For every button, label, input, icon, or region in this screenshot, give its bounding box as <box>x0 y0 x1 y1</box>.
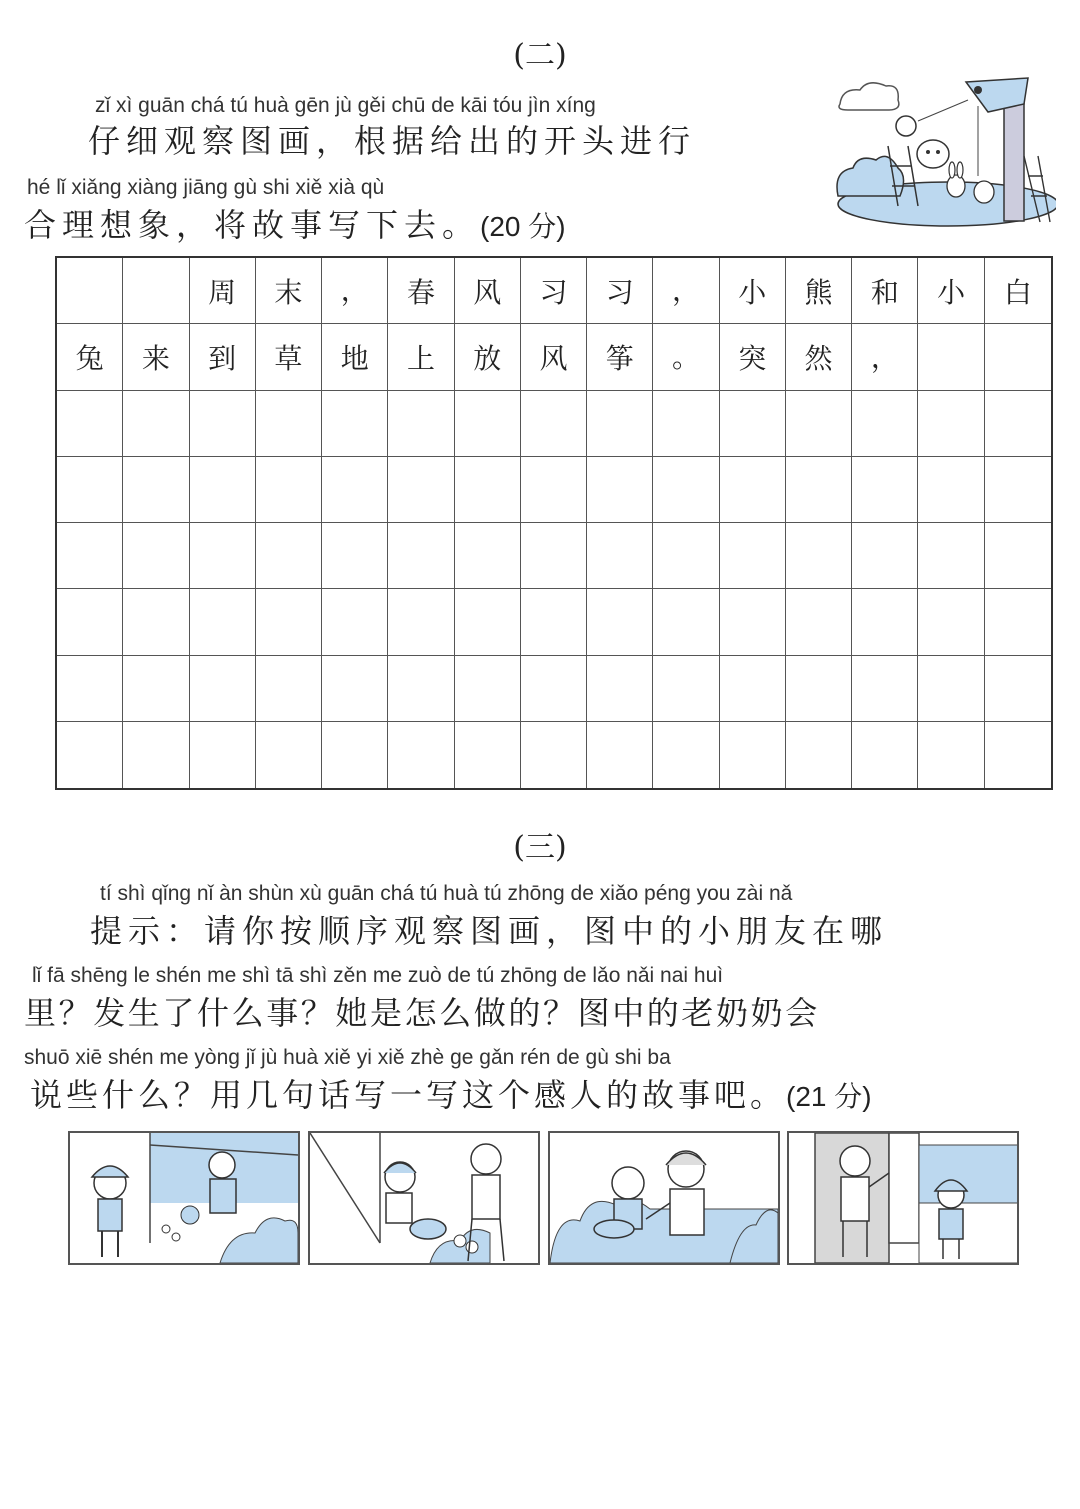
grid-cell[interactable] <box>521 722 587 788</box>
story-panel-4 <box>787 1131 1019 1265</box>
grid-cell[interactable] <box>852 722 918 788</box>
grid-cell[interactable]: 周 <box>190 258 256 324</box>
grid-cell[interactable] <box>322 589 388 655</box>
kite-illustration <box>828 76 1056 228</box>
grid-cell[interactable]: 草 <box>256 324 322 390</box>
grid-cell[interactable] <box>388 656 454 722</box>
grid-cell[interactable] <box>720 656 786 722</box>
grid-cell[interactable] <box>256 457 322 523</box>
grid-cell[interactable] <box>918 324 984 390</box>
grid-cell[interactable]: 放 <box>455 324 521 390</box>
grid-cell[interactable] <box>852 656 918 722</box>
section-3-score: (21 分) <box>786 1081 872 1112</box>
grid-cell[interactable]: 小 <box>918 258 984 324</box>
grid-cell[interactable] <box>985 589 1051 655</box>
grid-cell[interactable]: 地 <box>322 324 388 390</box>
section-3-line2-text: 里？发生了什么事？她是怎么做的？图中的老奶奶会 <box>24 994 820 1032</box>
section-3-line2-pinyin: lǐ fā shēng le shén me shì tā shì zěn me zuò de tú zhōng de lǎo nǎi nai huì <box>32 964 724 987</box>
section-2-line2-words: 合理想象，将故事写下去。 <box>24 206 481 244</box>
grid-cell[interactable] <box>190 722 256 788</box>
grid-cell[interactable] <box>985 324 1051 390</box>
section-3-line3-text <box>30 1070 872 1116</box>
grid-cell[interactable] <box>852 589 918 655</box>
grid-cell[interactable] <box>388 391 454 457</box>
grid-cell[interactable] <box>786 523 852 589</box>
grid-cell[interactable] <box>388 523 454 589</box>
grid-cell[interactable] <box>322 523 388 589</box>
grid-cell[interactable] <box>918 656 984 722</box>
grid-cell[interactable] <box>455 523 521 589</box>
grid-cell[interactable] <box>720 589 786 655</box>
grid-cell[interactable] <box>190 523 256 589</box>
grid-cell[interactable] <box>985 656 1051 722</box>
grid-cell[interactable] <box>388 722 454 788</box>
grid-cell[interactable]: 兔 <box>57 324 123 390</box>
grid-cell[interactable]: 筝 <box>587 324 653 390</box>
grid-cell[interactable] <box>985 457 1051 523</box>
grid-cell[interactable] <box>388 589 454 655</box>
grid-cell[interactable] <box>521 523 587 589</box>
grid-cell[interactable] <box>57 523 123 589</box>
section-2-line1-text: 仔细观察图画，根据给出的开头进行 <box>88 122 697 160</box>
grid-cell[interactable]: 来 <box>123 324 189 390</box>
grid-cell[interactable] <box>587 656 653 722</box>
grid-cell[interactable] <box>918 523 984 589</box>
grid-cell[interactable] <box>57 656 123 722</box>
grid-cell[interactable] <box>322 656 388 722</box>
grid-cell[interactable] <box>455 656 521 722</box>
grid-cell[interactable] <box>521 391 587 457</box>
grid-cell[interactable] <box>322 722 388 788</box>
grid-cell[interactable] <box>521 457 587 523</box>
section-2-line2-text <box>24 200 566 246</box>
grid-cell[interactable] <box>123 523 189 589</box>
grid-cell[interactable]: 到 <box>190 324 256 390</box>
grid-cell[interactable] <box>123 258 189 324</box>
grid-cell[interactable] <box>190 589 256 655</box>
grid-cell[interactable]: 熊 <box>786 258 852 324</box>
grid-cell[interactable] <box>455 457 521 523</box>
grid-cell[interactable] <box>852 391 918 457</box>
grid-cell[interactable]: 习 <box>521 258 587 324</box>
grid-cell[interactable]: 习 <box>587 258 653 324</box>
section-3-line3-words: 说些什么？用几句话写一写这个感人的故事吧。 <box>30 1076 787 1114</box>
grid-cell[interactable] <box>455 391 521 457</box>
grid-cell[interactable] <box>123 391 189 457</box>
story-panel-3 <box>548 1131 780 1265</box>
grid-cell[interactable] <box>256 523 322 589</box>
grid-cell[interactable]: ， <box>322 258 388 324</box>
grid-cell[interactable] <box>57 258 123 324</box>
grid-cell[interactable] <box>587 523 653 589</box>
grid-cell[interactable] <box>653 722 719 788</box>
grid-cell[interactable] <box>720 722 786 788</box>
grid-cell[interactable] <box>653 457 719 523</box>
grid-cell[interactable] <box>190 391 256 457</box>
grid-cell[interactable] <box>587 391 653 457</box>
grid-cell[interactable] <box>521 656 587 722</box>
grid-cell[interactable] <box>918 722 984 788</box>
grid-cell[interactable] <box>256 722 322 788</box>
grid-cell[interactable]: ， <box>852 324 918 390</box>
grid-cell[interactable] <box>786 457 852 523</box>
grid-cell[interactable] <box>852 457 918 523</box>
grid-cell[interactable] <box>720 457 786 523</box>
grid-cell[interactable] <box>256 656 322 722</box>
grid-cell[interactable]: 风 <box>455 258 521 324</box>
section-3-heading: (三) <box>513 830 567 865</box>
grid-cell[interactable]: 白 <box>985 258 1051 324</box>
grid-cell[interactable] <box>587 457 653 523</box>
grid-cell[interactable] <box>322 457 388 523</box>
grid-cell[interactable] <box>653 589 719 655</box>
grid-cell[interactable] <box>57 391 123 457</box>
grid-cell[interactable]: 小 <box>720 258 786 324</box>
section-2-heading: (二) <box>513 38 567 73</box>
grid-cell[interactable] <box>653 656 719 722</box>
grid-cell[interactable] <box>57 722 123 788</box>
grid-cell[interactable] <box>256 391 322 457</box>
section-2-line1-pinyin: zǐ xì guān chá tú huà gēn jù gěi chū de kāi tóu jìn xíng <box>95 94 596 117</box>
grid-cell[interactable]: 。 <box>653 324 719 390</box>
grid-cell[interactable] <box>786 722 852 788</box>
section-3-line1-pinyin: tí shì qǐng nǐ àn shùn xù guān chá tú huà tú zhōng de xiǎo péng you zài nǎ <box>100 882 793 905</box>
grid-cell[interactable]: 上 <box>388 324 454 390</box>
grid-cell[interactable] <box>322 391 388 457</box>
grid-cell[interactable] <box>587 589 653 655</box>
grid-cell[interactable] <box>123 722 189 788</box>
section-3-line1-text: 提示：请你按顺序观察图画，图中的小朋友在哪 <box>90 912 889 950</box>
story-panel-1 <box>68 1131 300 1265</box>
grid-cell[interactable] <box>985 523 1051 589</box>
grid-cell[interactable] <box>455 589 521 655</box>
grid-cell[interactable] <box>918 457 984 523</box>
section-2-line2-pinyin: hé lǐ xiǎng xiàng jiāng gù shi xiě xià qù <box>27 176 385 199</box>
grid-cell[interactable] <box>521 589 587 655</box>
grid-cell[interactable] <box>57 589 123 655</box>
grid-cell[interactable] <box>123 457 189 523</box>
grid-cell[interactable] <box>985 391 1051 457</box>
grid-cell[interactable] <box>190 457 256 523</box>
grid-cell[interactable] <box>587 722 653 788</box>
grid-cell[interactable] <box>918 589 984 655</box>
grid-cell[interactable] <box>653 391 719 457</box>
grid-cell[interactable] <box>720 523 786 589</box>
grid-cell[interactable] <box>786 656 852 722</box>
grid-cell[interactable]: 春 <box>388 258 454 324</box>
grid-cell[interactable]: 然 <box>786 324 852 390</box>
grid-cell[interactable] <box>256 589 322 655</box>
section-2-score: (20 分) <box>480 211 566 242</box>
grid-cell[interactable] <box>918 391 984 457</box>
grid-cell[interactable] <box>786 589 852 655</box>
grid-cell[interactable]: 风 <box>521 324 587 390</box>
grid-cell[interactable] <box>720 391 786 457</box>
grid-cell[interactable] <box>786 391 852 457</box>
section-3-line3-pinyin: shuō xiē shén me yòng jǐ jù huà xiě yi xiě zhè ge gǎn rén de gù shi ba <box>24 1046 671 1069</box>
grid-cell[interactable]: 和 <box>852 258 918 324</box>
writing-grid[interactable] <box>55 256 1053 790</box>
grid-cell[interactable] <box>123 589 189 655</box>
grid-cell[interactable] <box>852 523 918 589</box>
grid-cell[interactable]: 末 <box>256 258 322 324</box>
grid-cell[interactable] <box>123 656 189 722</box>
grid-cell[interactable] <box>388 457 454 523</box>
grid-cell[interactable] <box>653 523 719 589</box>
grid-cell[interactable]: 突 <box>720 324 786 390</box>
grid-cell[interactable] <box>57 457 123 523</box>
story-panel-2 <box>308 1131 540 1265</box>
grid-cell[interactable] <box>985 722 1051 788</box>
grid-cell[interactable] <box>455 722 521 788</box>
grid-cell[interactable]: ， <box>653 258 719 324</box>
grid-cell[interactable] <box>190 656 256 722</box>
